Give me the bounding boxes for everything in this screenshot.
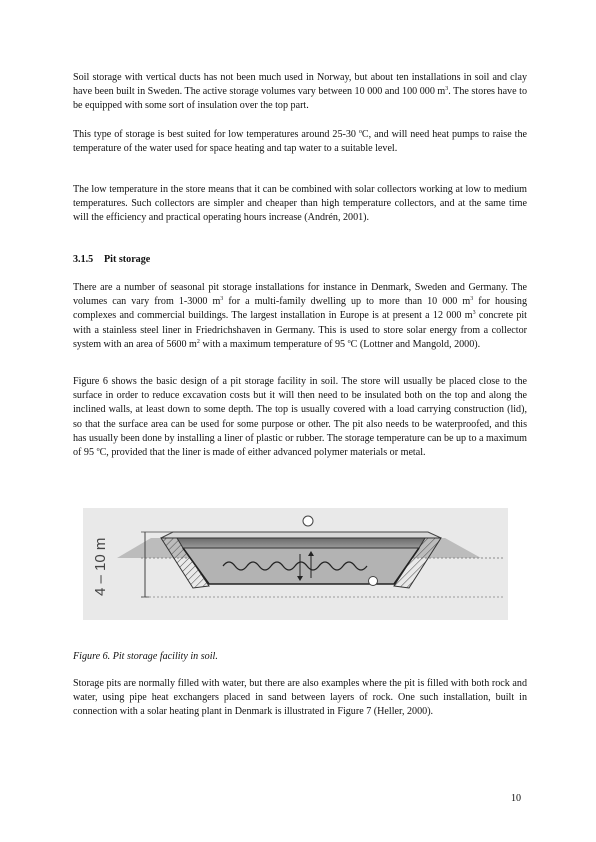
paragraph-pit-installations xyxy=(73,281,527,352)
text-run: for housing complexes and commercial buildings. The largest installation in Europe is at present a 12 000 m xyxy=(73,296,527,322)
superscript: 2 xyxy=(196,338,200,345)
paragraph-figure-description xyxy=(73,375,527,460)
outlet-marker xyxy=(369,577,378,586)
lid-marker xyxy=(303,516,313,526)
section-number: 3.1.5 xyxy=(73,254,94,265)
superscript: 3 xyxy=(472,310,476,317)
text-run: with a maximum temperature of 95 xyxy=(199,338,348,350)
pit-storage-figure xyxy=(83,508,508,620)
page-number: 10 xyxy=(511,793,522,804)
paragraph-rock-water-pits xyxy=(73,677,527,720)
text-run: This type of storage is best suited for low temperatures around 25-30 xyxy=(73,129,359,140)
text-run: Storage pits are normally filled with water, but there are also examples where the pit is filled with both rock and water, using pipe heat exchangers placed in sand between layers of rock. One such installation, built in connection with a solar heating plant in Denmark is illustrated in Figure 7 (Heller, 2000). xyxy=(73,678,527,718)
figure-caption: Figure 6. Pit storage facility in soil. xyxy=(73,651,218,662)
paragraph-solar-collectors xyxy=(73,183,527,226)
superscript: o xyxy=(96,447,100,454)
paragraph-low-temperature xyxy=(73,128,527,156)
superscript: 3 xyxy=(445,86,449,93)
text-run: C (Lottner and Mangold, 2000). xyxy=(350,338,481,350)
section-heading xyxy=(73,254,150,265)
top-insulation xyxy=(177,538,425,548)
superscript: o xyxy=(358,129,362,135)
pit-storage-diagram xyxy=(83,508,508,620)
text-run: . The stores have to be equipped with some sort of insulation over the top part. xyxy=(73,86,527,112)
text-run: The low temperature in the store means that it can be combined with solar collectors working at low to medium temperatures. Such collectors are simpler and cheaper than high temperature collectors, and at the same time will the efficiency and practical operating hours increase (Andrén, 2001). xyxy=(73,184,527,224)
text-run: C, and will need heat pumps to raise the temperature of the water used for space heating and tap water to a suitable level. xyxy=(73,129,527,155)
superscript: 3 xyxy=(220,296,224,303)
text-run: concrete pit with a stainless steel liner in Friedrichshaven in Germany. This is used to store solar energy from a collector system with an area of 5600 m xyxy=(73,310,527,350)
text-run: There are a number of seasonal pit storage installations for instance in Denmark, Sweden and Germany. The volumes can vary from 1-3000 m xyxy=(73,282,527,308)
text-run: C, provided that the liner is made of either advanced polymer materials or metal. xyxy=(99,447,426,459)
text-run: Figure 6 shows the basic design of a pit storage facility in soil. The store will usually be placed close to the surface in order to reduce excavation costs but it will then need to be insulated both on the top and along the inclined walls, at least down to some depth. The top is usually covered with a load carrying construction (lid), so that the surface area can be used for some purpose or other. The pit also needs to be waterproofed, and this has usually been done by installing a liner of plastic or rubber. The storage temperature can be up to a maximum of 95 xyxy=(73,376,527,459)
text-run: Soil storage with vertical ducts has not been much used in Norway, but about ten installations in soil and clay have been built in Sweden. The active storage volumes vary between 10 000 and 100 000 m xyxy=(73,72,527,98)
text-run: for a multi-family dwelling up to more than 10 000 m xyxy=(223,296,471,308)
superscript: o xyxy=(347,338,351,345)
lid xyxy=(161,532,441,538)
superscript: 3 xyxy=(470,296,474,303)
depth-label: 4 – 10 m xyxy=(92,537,109,596)
paragraph-soil-storage xyxy=(73,71,527,114)
section-title: Pit storage xyxy=(104,254,151,265)
